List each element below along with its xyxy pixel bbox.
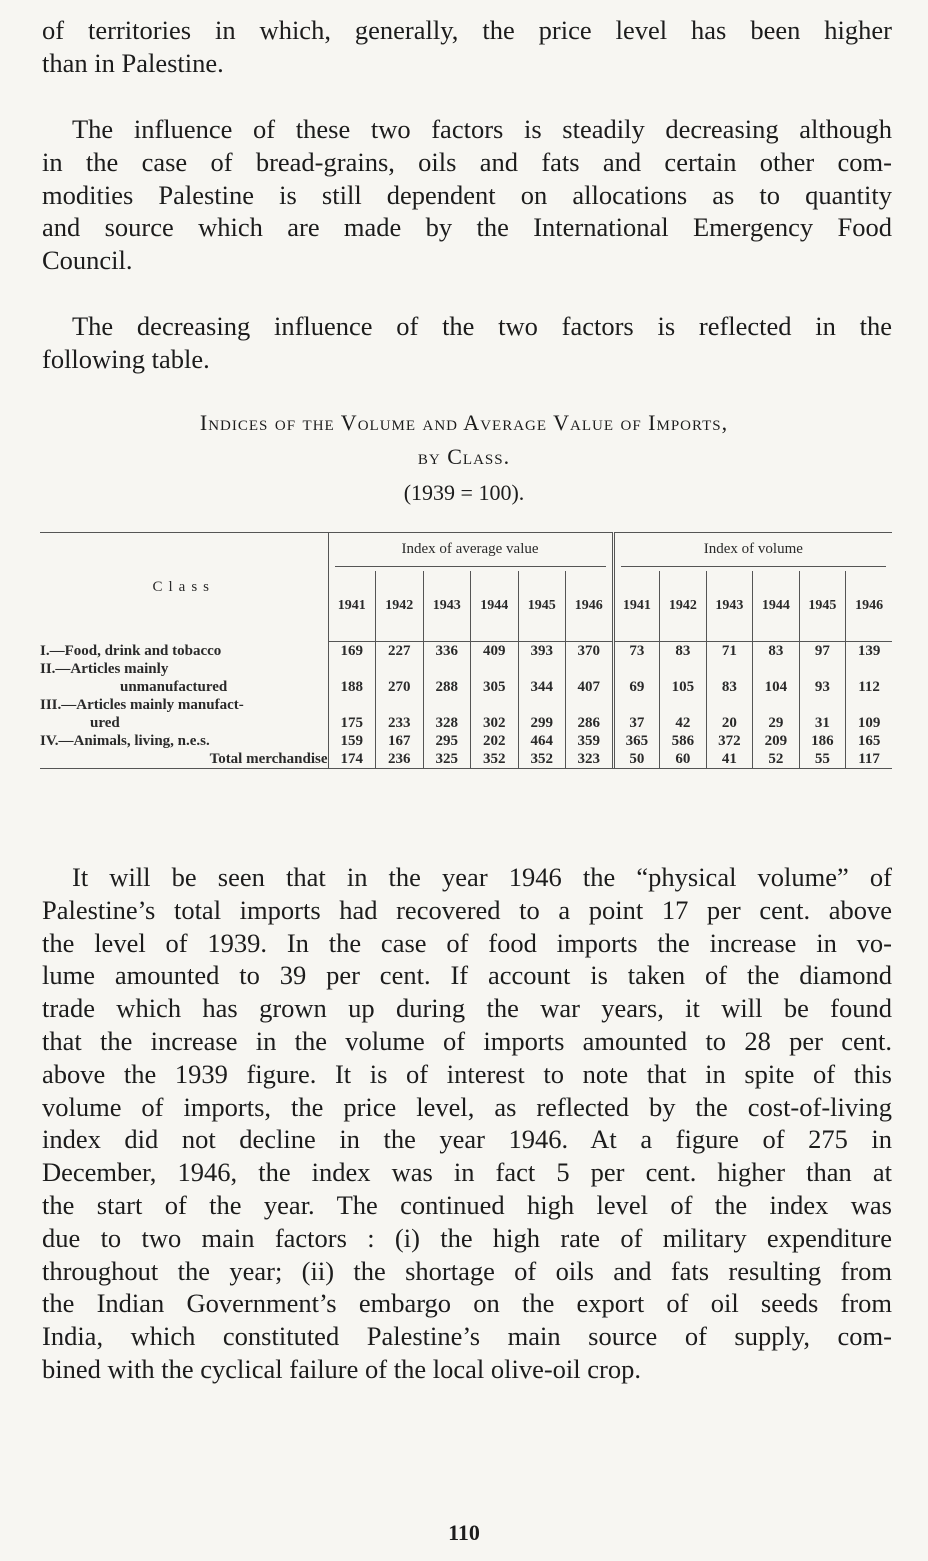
text-line: that the increase in the volume of imports amounted to 28 per cent.: [42, 1025, 892, 1056]
text-line: lume amounted to 39 per cent. If account is taken of the diamond: [42, 960, 892, 991]
volume-cell: 73: [613, 642, 660, 661]
text-line: in the case of bread-grains, oils and fats and certain other com-: [42, 146, 892, 177]
volume-cell: 93: [799, 660, 846, 696]
value-cell: 344: [518, 660, 566, 696]
value-cell: 202: [471, 732, 519, 750]
table-row: [40, 642, 892, 661]
text-line: modities Palestine is still dependent on allocations as to quantity: [42, 179, 892, 210]
value-cell: 175: [328, 696, 376, 732]
volume-cell: 365: [613, 732, 660, 750]
value-cell: 325: [423, 750, 471, 768]
value-cell: 336: [423, 642, 471, 661]
row-label-line: II.—Articles mainly: [40, 661, 169, 677]
text-line: It will be seen that in the year 1946 the “physical volume” of: [72, 862, 892, 892]
volume-cell: 372: [706, 732, 753, 750]
paragraph-decreasing: [42, 310, 892, 376]
volume-cell: 52: [753, 750, 800, 768]
text-line: index did not decline in the year 1946. At a figure of 275 in: [42, 1124, 892, 1155]
text-line: following table.: [42, 343, 210, 374]
text-line: Council.: [42, 245, 133, 276]
text-line: India, which constituted Palestine’s main source of supply, com-: [42, 1321, 892, 1352]
table-row: [40, 660, 892, 696]
volume-cell: 29: [753, 696, 800, 732]
value-cell: 169: [328, 642, 376, 661]
volume-cell: 83: [660, 642, 707, 661]
text-line: above the 1939 figure. It is of interest to note that in spite of this: [42, 1058, 892, 1089]
volume-cell: 139: [846, 642, 893, 661]
value-cell: 407: [566, 660, 614, 696]
text-line: December, 1946, the index was in fact 5 per cent. higher than at: [42, 1157, 892, 1188]
volume-cell: 104: [753, 660, 800, 696]
group-volume-label: Index of volume: [621, 537, 887, 567]
group-value-label: Index of average value: [335, 537, 606, 567]
class-header: Class: [40, 533, 328, 642]
volume-cell: 105: [660, 660, 707, 696]
year-header-volume: 1945: [799, 571, 846, 642]
value-cell: 174: [328, 750, 376, 768]
table-base-note: (1939 = 100).: [403, 480, 525, 505]
row-label-line: I.—Food, drink and tobacco: [40, 643, 222, 659]
paragraph-continuation: [42, 14, 892, 80]
value-cell: 305: [471, 660, 519, 696]
value-cell: 227: [376, 642, 424, 661]
value-cell: 352: [471, 750, 519, 768]
volume-cell: 165: [846, 732, 893, 750]
text-line: The influence of these two factors is steadily decreasing although: [72, 114, 892, 144]
row-label-line: III.—Articles mainly manufact-: [40, 697, 244, 713]
table-row-total: [40, 750, 892, 768]
year-header-value: 1944: [471, 571, 519, 642]
year-header-volume: 1943: [706, 571, 753, 642]
text-line: volume of imports, the price level, as reflected by the cost-of-living: [42, 1091, 892, 1122]
row-label-line: IV.—Animals, living, n.e.s.: [40, 733, 210, 749]
text-line: trade which has grown up during the war years, it will be found: [42, 993, 892, 1024]
year-header-value: 1946: [566, 571, 614, 642]
value-cell: 370: [566, 642, 614, 661]
volume-cell: 97: [799, 642, 846, 661]
total-label: Total merchandise: [209, 751, 328, 767]
table-title: Indices of the Volume and Average Value of Imports,: [199, 410, 729, 435]
text-line: the level of 1939. In the case of food imports the increase in vo-: [42, 927, 892, 958]
table-subtitle: by Class.: [417, 444, 511, 469]
value-cell: 359: [566, 732, 614, 750]
group-header-value: [328, 533, 613, 572]
value-cell: 288: [423, 660, 471, 696]
text-line: Palestine’s total imports had recovered to a point 17 per cent. above: [42, 894, 892, 925]
value-cell: 464: [518, 732, 566, 750]
volume-cell: 69: [613, 660, 660, 696]
table-row: [40, 732, 892, 750]
volume-cell: 109: [846, 696, 893, 732]
value-cell: 328: [423, 696, 471, 732]
table-row: [40, 696, 892, 732]
value-cell: 233: [376, 696, 424, 732]
text-line: throughout the year; (ii) the shortage of oils and fats resulting from: [42, 1255, 892, 1286]
value-cell: 299: [518, 696, 566, 732]
volume-cell: 42: [660, 696, 707, 732]
text-line: of territories in which, generally, the price level has been higher: [42, 15, 892, 45]
text-line: bined with the cyclical failure of the local olive-oil crop.: [42, 1353, 641, 1384]
value-cell: 236: [376, 750, 424, 768]
volume-cell: 41: [706, 750, 753, 768]
text-line: The decreasing influence of the two factors is reflected in the: [72, 311, 892, 341]
group-header-volume: [613, 533, 892, 572]
row-label-line: unmanufactured: [120, 679, 228, 695]
paragraph-analysis: [42, 861, 892, 1386]
volume-cell: 60: [660, 750, 707, 768]
value-cell: 167: [376, 732, 424, 750]
value-cell: 409: [471, 642, 519, 661]
value-cell: 323: [566, 750, 614, 768]
text-line: than in Palestine.: [42, 47, 224, 78]
text-line: the Indian Government’s embargo on the export of oil seeds from: [42, 1288, 892, 1319]
year-header-value: 1945: [518, 571, 566, 642]
value-cell: 286: [566, 696, 614, 732]
paragraph-influence: [42, 113, 892, 277]
value-cell: 393: [518, 642, 566, 661]
text-line: due to two main factors : (i) the high rate of military expenditure: [42, 1222, 892, 1253]
value-cell: 295: [423, 732, 471, 750]
year-header-volume: 1942: [660, 571, 707, 642]
volume-cell: 117: [846, 750, 893, 768]
volume-cell: 37: [613, 696, 660, 732]
class-label: [40, 642, 328, 661]
year-header-volume: 1946: [846, 571, 893, 642]
volume-cell: 586: [660, 732, 707, 750]
year-header-volume: 1941: [613, 571, 660, 642]
volume-cell: 209: [753, 732, 800, 750]
volume-cell: 83: [706, 660, 753, 696]
year-header-value: 1943: [423, 571, 471, 642]
volume-cell: 83: [753, 642, 800, 661]
class-label: [40, 732, 328, 750]
volume-cell: 186: [799, 732, 846, 750]
value-cell: 352: [518, 750, 566, 768]
volume-cell: 31: [799, 696, 846, 732]
year-header-value: 1941: [328, 571, 376, 642]
imports-indices-table: [40, 532, 892, 769]
value-cell: 188: [328, 660, 376, 696]
volume-cell: 50: [613, 750, 660, 768]
class-label: [40, 696, 328, 732]
value-cell: 159: [328, 732, 376, 750]
page-number: 110: [448, 1520, 480, 1545]
text-line: and source which are made by the International Emergency Food: [42, 212, 892, 243]
value-cell: 270: [376, 660, 424, 696]
volume-cell: 112: [846, 660, 893, 696]
class-label: [40, 660, 328, 696]
volume-cell: 20: [706, 696, 753, 732]
text-line: the start of the year. The continued high level of the index was: [42, 1189, 892, 1220]
year-header-value: 1942: [376, 571, 424, 642]
row-label-line: ured: [90, 715, 120, 731]
volume-cell: 55: [799, 750, 846, 768]
value-cell: 302: [471, 696, 519, 732]
volume-cell: 71: [706, 642, 753, 661]
year-header-volume: 1944: [753, 571, 800, 642]
